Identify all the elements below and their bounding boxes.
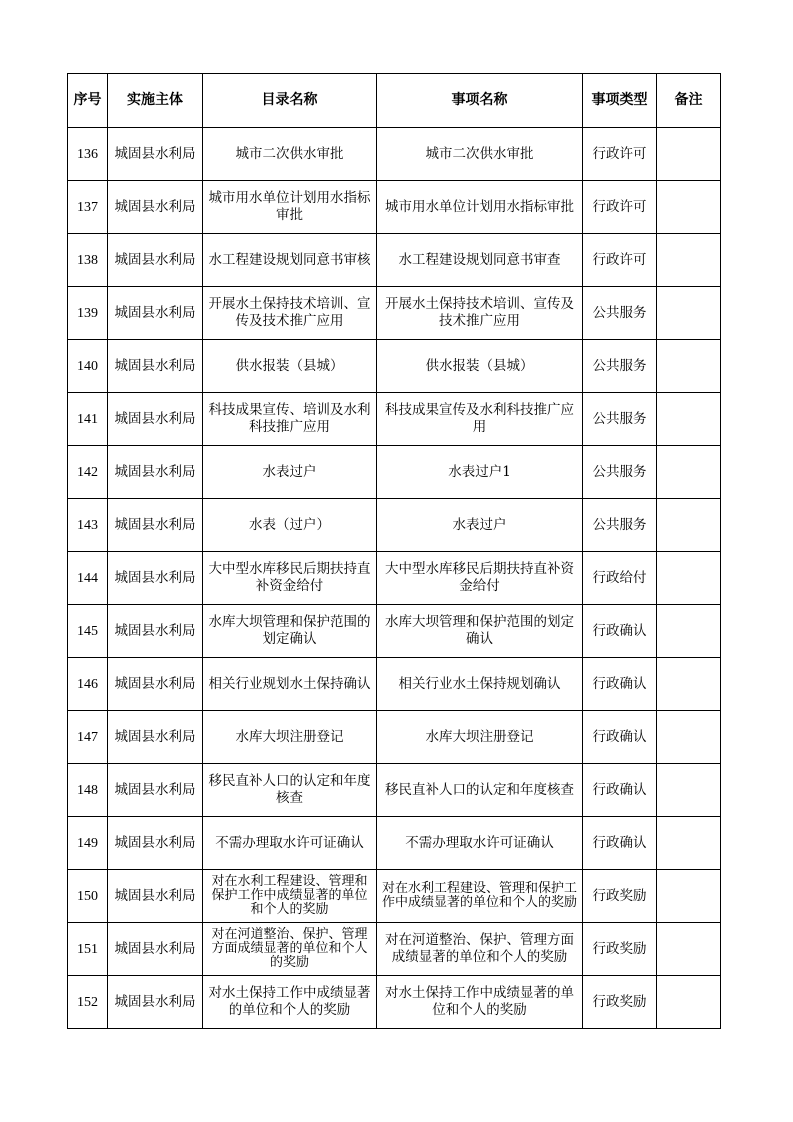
row-catalog: 移民直补人口的认定和年度核查 [203,764,377,817]
row-catalog: 开展水土保持技术培训、宣传及技术推广应用 [203,287,377,340]
row-note [657,287,721,340]
row-num: 143 [68,499,108,552]
header-item: 事项名称 [377,74,583,128]
row-item: 水工程建设规划同意书审查 [377,234,583,287]
row-org: 城固县水利局 [108,658,203,711]
table-row [68,181,721,234]
row-catalog: 水库大坝管理和保护范围的划定确认 [203,605,377,658]
table-row [68,234,721,287]
row-item: 移民直补人口的认定和年度核查 [377,764,583,817]
row-note [657,181,721,234]
table-header-row [68,74,721,128]
row-catalog: 对在河道整治、保护、管理方面成绩显著的单位和个人的奖励 [203,923,377,976]
row-item: 城市用水单位计划用水指标审批 [377,181,583,234]
table-row [68,817,721,870]
table-row [68,658,721,711]
row-note [657,764,721,817]
row-num: 139 [68,287,108,340]
row-type: 行政确认 [583,764,657,817]
row-num: 150 [68,870,108,923]
row-catalog: 科技成果宣传、培训及水利科技推广应用 [203,393,377,446]
row-num: 141 [68,393,108,446]
header-type: 事项类型 [583,74,657,128]
row-org: 城固县水利局 [108,393,203,446]
row-org: 城固县水利局 [108,817,203,870]
row-type: 行政确认 [583,658,657,711]
row-num: 144 [68,552,108,605]
row-note [657,128,721,181]
row-num: 149 [68,817,108,870]
row-org: 城固县水利局 [108,181,203,234]
table-row [68,711,721,764]
row-item: 大中型水库移民后期扶持直补资金给付 [377,552,583,605]
table-row [68,340,721,393]
row-org: 城固县水利局 [108,870,203,923]
row-item: 对在河道整治、保护、管理方面成绩显著的单位和个人的奖励 [377,923,583,976]
row-note [657,499,721,552]
row-note [657,870,721,923]
row-num: 136 [68,128,108,181]
row-org: 城固县水利局 [108,499,203,552]
row-note [657,711,721,764]
row-org: 城固县水利局 [108,552,203,605]
row-type: 行政许可 [583,128,657,181]
row-type: 公共服务 [583,393,657,446]
row-note [657,658,721,711]
row-item: 对水土保持工作中成绩显著的单位和个人的奖励 [377,976,583,1029]
row-catalog: 相关行业规划水土保持确认 [203,658,377,711]
row-num: 151 [68,923,108,976]
row-type: 行政奖励 [583,870,657,923]
table-row [68,287,721,340]
row-type: 行政奖励 [583,976,657,1029]
row-org: 城固县水利局 [108,446,203,499]
row-num: 137 [68,181,108,234]
row-item: 供水报装（县城） [377,340,583,393]
header-catalog: 目录名称 [203,74,377,128]
items-table [67,73,721,1029]
row-catalog: 不需办理取水许可证确认 [203,817,377,870]
row-type: 行政许可 [583,234,657,287]
row-catalog: 对水土保持工作中成绩显著的单位和个人的奖励 [203,976,377,1029]
row-num: 140 [68,340,108,393]
row-type: 公共服务 [583,287,657,340]
row-type: 行政给付 [583,552,657,605]
row-type: 行政确认 [583,605,657,658]
row-type: 行政许可 [583,181,657,234]
table-row [68,393,721,446]
row-org: 城固县水利局 [108,711,203,764]
row-catalog: 对在水利工程建设、管理和保护工作中成绩显著的单位和个人的奖励 [203,870,377,923]
table-row [68,764,721,817]
row-type: 行政确认 [583,711,657,764]
row-note [657,605,721,658]
row-item: 相关行业水土保持规划确认 [377,658,583,711]
row-org: 城固县水利局 [108,923,203,976]
row-note [657,552,721,605]
row-type: 公共服务 [583,340,657,393]
row-org: 城固县水利局 [108,128,203,181]
table-row [68,552,721,605]
table-row [68,128,721,181]
table-row [68,605,721,658]
table-row [68,976,721,1029]
row-num: 147 [68,711,108,764]
row-org: 城固县水利局 [108,287,203,340]
table-row [68,870,721,923]
row-org: 城固县水利局 [108,764,203,817]
row-org: 城固县水利局 [108,340,203,393]
row-note [657,234,721,287]
row-catalog: 大中型水库移民后期扶持直补资金给付 [203,552,377,605]
row-item: 水表过户1 [377,446,583,499]
row-catalog: 供水报装（县城） [203,340,377,393]
row-item: 开展水土保持技术培训、宣传及技术推广应用 [377,287,583,340]
table-row [68,446,721,499]
row-item: 水库大坝管理和保护范围的划定确认 [377,605,583,658]
row-num: 145 [68,605,108,658]
row-type: 行政奖励 [583,923,657,976]
row-item: 不需办理取水许可证确认 [377,817,583,870]
row-catalog: 水表（过户） [203,499,377,552]
row-catalog: 水表过户 [203,446,377,499]
row-type: 行政确认 [583,817,657,870]
row-num: 146 [68,658,108,711]
row-note [657,923,721,976]
table-row [68,499,721,552]
row-catalog: 水库大坝注册登记 [203,711,377,764]
row-catalog: 城市用水单位计划用水指标审批 [203,181,377,234]
row-num: 138 [68,234,108,287]
row-item: 水库大坝注册登记 [377,711,583,764]
row-note [657,446,721,499]
header-note: 备注 [657,74,721,128]
row-org: 城固县水利局 [108,605,203,658]
row-note [657,817,721,870]
row-item: 科技成果宣传及水利科技推广应用 [377,393,583,446]
row-item: 对在水利工程建设、管理和保护工作中成绩显著的单位和个人的奖励 [377,870,583,923]
row-item: 水表过户 [377,499,583,552]
table-row [68,923,721,976]
row-num: 142 [68,446,108,499]
row-org: 城固县水利局 [108,234,203,287]
header-num: 序号 [68,74,108,128]
row-catalog: 城市二次供水审批 [203,128,377,181]
row-note [657,976,721,1029]
row-org: 城固县水利局 [108,976,203,1029]
row-catalog: 水工程建设规划同意书审核 [203,234,377,287]
row-type: 公共服务 [583,446,657,499]
row-note [657,393,721,446]
table-body [68,128,721,1029]
row-note [657,340,721,393]
row-num: 148 [68,764,108,817]
row-type: 公共服务 [583,499,657,552]
row-item: 城市二次供水审批 [377,128,583,181]
row-num: 152 [68,976,108,1029]
header-org: 实施主体 [108,74,203,128]
